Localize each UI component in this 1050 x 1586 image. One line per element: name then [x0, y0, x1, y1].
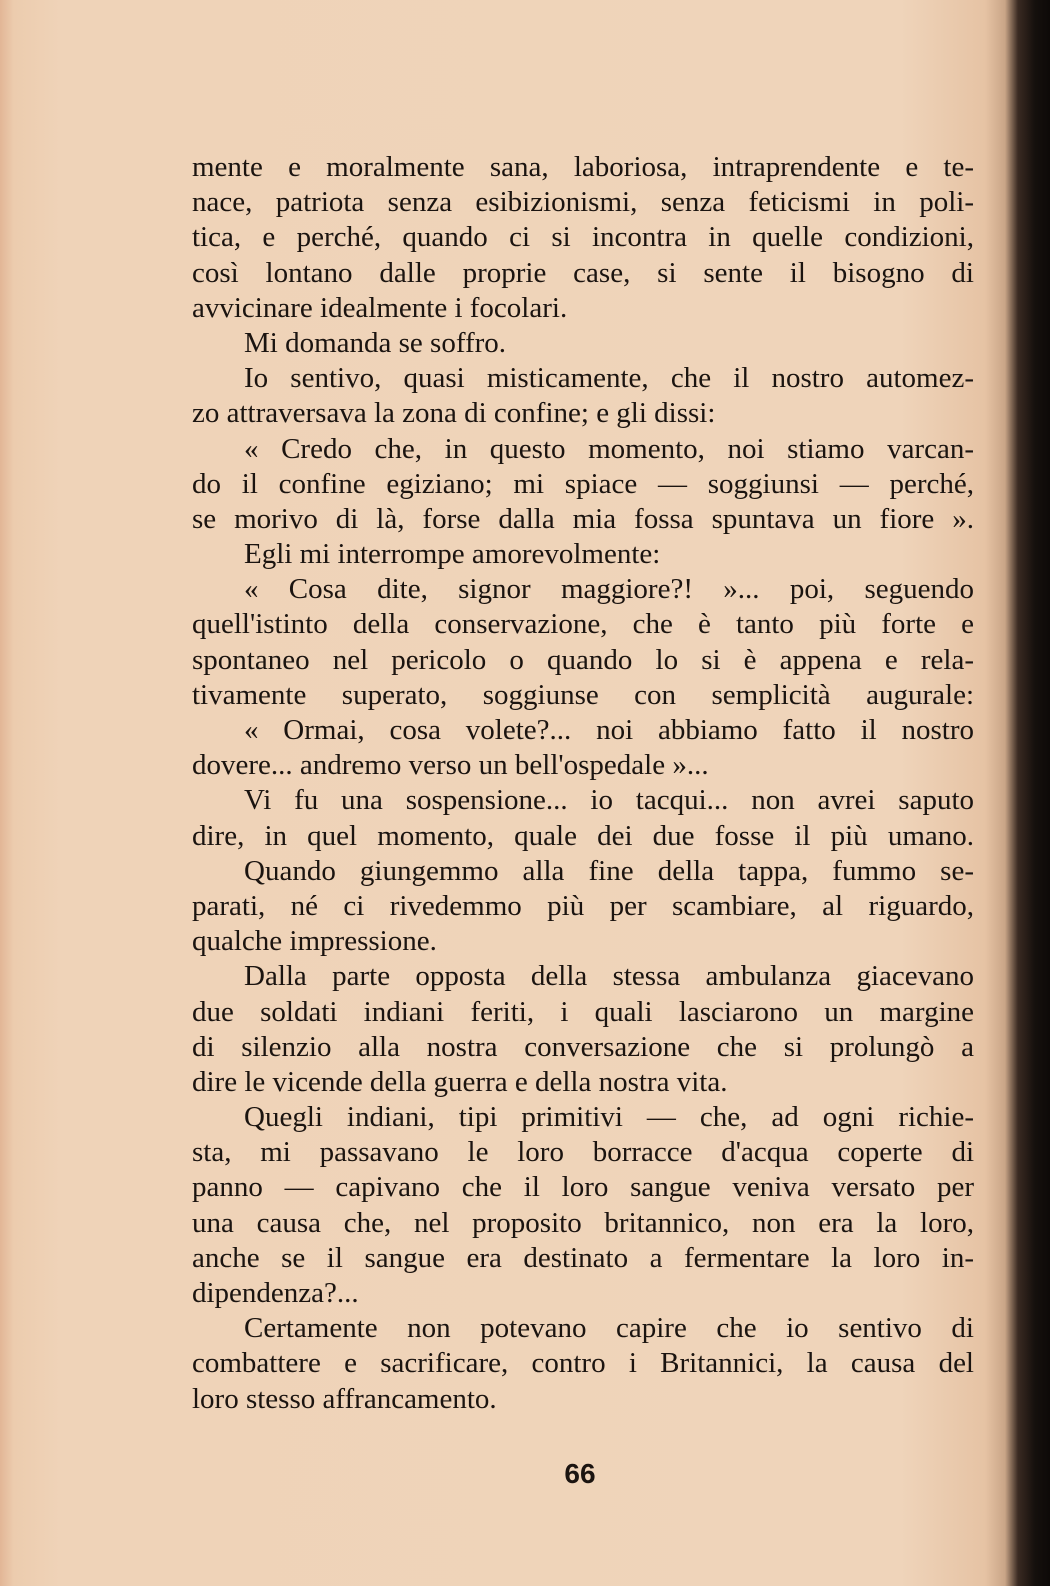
page-number: 66 [564, 1458, 596, 1489]
text-line: tica, e perché, quando ci si incontra in quelle condizioni, [192, 221, 974, 254]
text-line: zo attraversava la zona di confine; e gli dissi: [192, 397, 716, 430]
text-line: panno — capivano che il loro sangue veniva versato per [192, 1171, 974, 1204]
text-line: parati, né ci rivedemmo più per scambiare, al riguardo, [192, 889, 974, 922]
text-line: anche se il sangue era destinato a fermentare la loro in- [192, 1241, 974, 1274]
text-line: Quegli indiani, tipi primitivi — che, ad ogni richie- [244, 1101, 974, 1134]
text-line: mente e moralmente sana, laboriosa, intraprendente e te- [192, 151, 974, 183]
text-line: « Cosa dite, signor maggiore?! »... poi, seguendo [244, 573, 974, 606]
text-line: dire le vicende della guerra e della nostra vita. [192, 1065, 728, 1098]
text-line: Vi fu una sospensione... io tacqui... non avrei saputo [244, 784, 974, 817]
text-line: così lontano dalle proprie case, si sente il bisogno di [192, 256, 974, 289]
text-line: due soldati indiani feriti, i quali lasciarono un margine [192, 995, 974, 1028]
text-line: una causa che, nel proposito britannico, non era la loro, [192, 1206, 974, 1239]
text-line: « Credo che, in questo momento, noi stiamo varcan- [244, 432, 974, 465]
text-line: se morivo di là, forse dalla mia fossa spuntava un fiore ». [192, 502, 974, 535]
text-line: Mi domanda se soffro. [244, 326, 507, 359]
text-line: Dalla parte opposta della stessa ambulanza giacevano [244, 960, 974, 993]
text-line: quell'istinto della conservazione, che è tanto più forte e [192, 608, 974, 641]
text-line: dovere... andremo verso un bell'ospedale »... [192, 749, 709, 782]
text-line: nace, patriota senza esibizionismi, senza feticismi in poli- [192, 186, 974, 219]
text-line: Io sentivo, quasi misticamente, che il nostro automez- [244, 362, 974, 395]
body-text [192, 150, 974, 1417]
text-line: Egli mi interrompe amorevolmente: [244, 538, 661, 571]
text-line: loro stesso affrancamento. [192, 1382, 497, 1415]
text-line: combattere e sacrificare, contro i Britannici, la causa del [192, 1347, 974, 1380]
text-line: tivamente superato, soggiunse con semplicità augurale: [192, 678, 974, 711]
text-line: dire, in quel momento, quale dei due fosse il più umano. [192, 819, 974, 852]
text-line: di silenzio alla nostra conversazione che si prolungò a [192, 1030, 974, 1063]
text-line: Quando giungemmo alla fine della tappa, fummo se- [244, 854, 974, 887]
text-line: qualche impressione. [192, 925, 437, 958]
text-line: spontaneo nel pericolo o quando lo si è appena e rela- [192, 643, 974, 676]
text-line: « Ormai, cosa volete?... noi abbiamo fatto il nostro [244, 714, 974, 746]
text-line: dipendenza?... [192, 1277, 359, 1309]
text-line: sta, mi passavano le loro borracce d'acqua coperte di [192, 1136, 974, 1169]
text-line: do il confine egiziano; mi spiace — soggiunsi — perché, [192, 467, 974, 500]
text-line: Certamente non potevano capire che io sentivo di [244, 1312, 974, 1345]
text-line: avvicinare idealmente i focolari. [192, 291, 568, 324]
